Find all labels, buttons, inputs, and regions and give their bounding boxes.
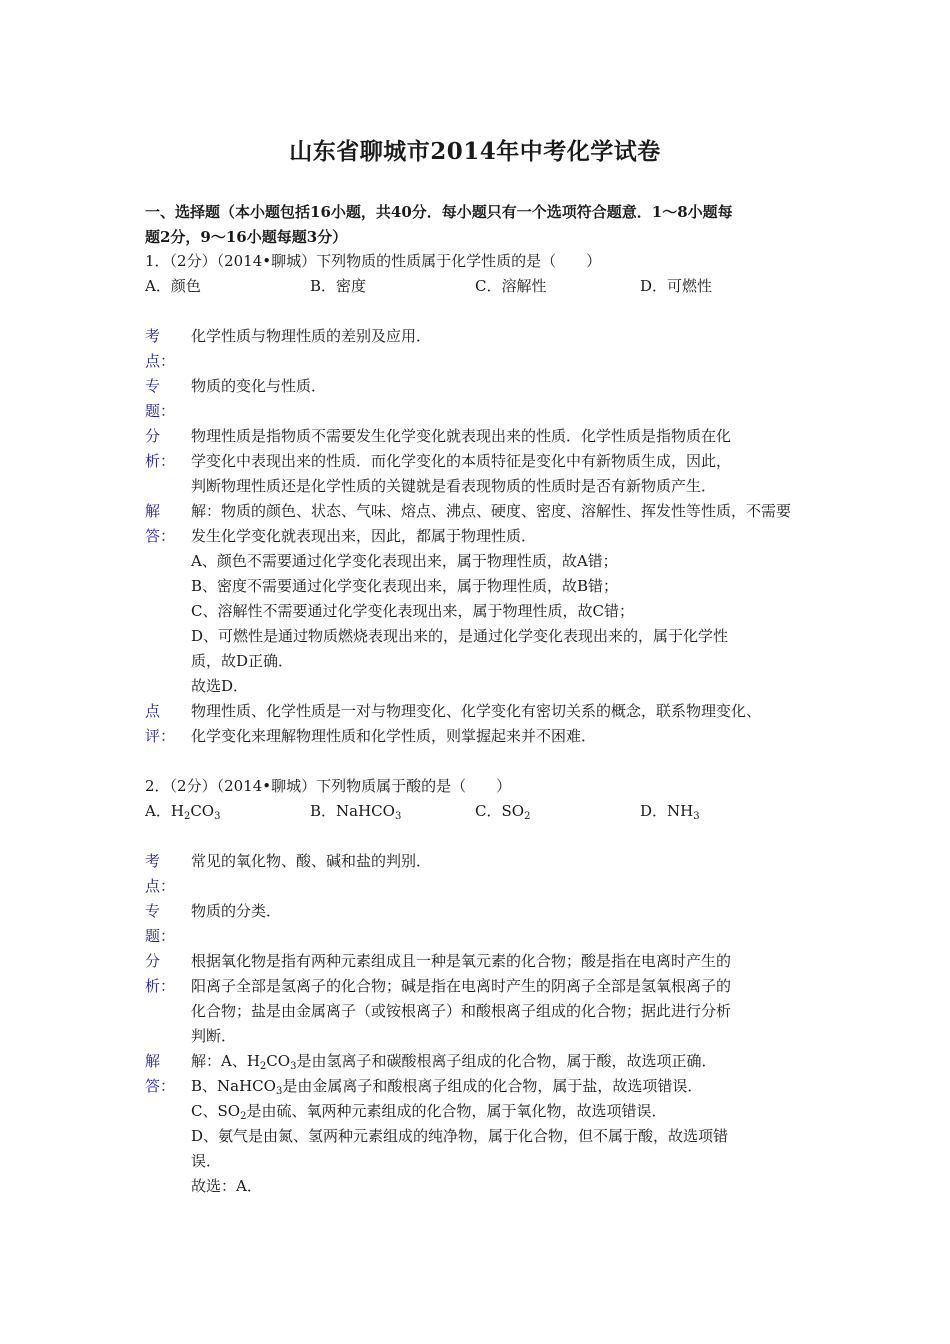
page-title: 山东省聊城市2014年中考化学试卷	[289, 138, 661, 165]
option-d: D．可燃性	[640, 277, 713, 295]
question-1-options	[145, 274, 815, 299]
dianping-text: 物理性质、化学性质是一对与物理变化、化学变化有密切关系的概念，联系物理变化、 化学变化来理解物理性质和化学性质，则掌握起来并不困难．	[191, 702, 762, 745]
fenxi-label: 分 析：	[145, 952, 176, 995]
question-2-stem: 2．（2分）（2014•聊城）下列物质属于酸的是（ ）	[145, 777, 512, 795]
section-heading-line: 题2分，9～16小题每题3分）	[145, 228, 348, 246]
kaodian-text: 常见的氧化物、酸、碱和盐的判别．	[191, 852, 432, 870]
fenxi-text: 根据氧化物是指有两种元素组成且一种是氧元素的化合物；酸是指在电离时产生的 阳离子全部是氢离子的化合物；碱是指在电离时产生的阴离子全部是氢氧根离子的 化合物；盐是由金属离子（或铵根离子）和酸根离子组成的化合物；据此进行分析 判断．	[191, 952, 732, 1045]
zhuanti-label: 专 题：	[145, 377, 176, 420]
question-1-stem: 1．（2分）（2014•聊城）下列物质的性质属于化学性质的是（ ）	[145, 252, 602, 270]
zhuanti-text: 物质的分类．	[191, 902, 282, 920]
section-heading	[145, 200, 815, 250]
fenxi-label: 分 析：	[145, 427, 176, 470]
option-a: A．$H_2CO_3$	[145, 802, 221, 822]
kaodian-label: 考 点：	[145, 327, 176, 370]
option-a: A．颜色	[145, 277, 201, 295]
jieda-label: 解 答：	[145, 502, 176, 545]
kaodian-label: 考 点：	[145, 852, 176, 895]
zhuanti-text: 物质的变化与性质．	[191, 377, 327, 395]
question-2-options	[145, 799, 815, 824]
option-b: B．密度	[310, 277, 367, 295]
fenxi-text: 物理性质是指物质不需要发生化学变化就表现出来的性质．化学性质是指物质在化 学变化中表现出来的性质．而化学变化的本质特征是变化中有新物质生成，因此， 判断物理性质还是化学性质的关键就是看表现物质的性质时是否有新物质产生．	[191, 427, 732, 495]
zhuanti-label: 专 题：	[145, 902, 176, 945]
kaodian-text: 化学性质与物理性质的差别及应用．	[191, 327, 432, 345]
jieda-label: 解 答：	[145, 1052, 176, 1095]
jieda-text: 解：A、$H_2CO_3$是由氢离子和碳酸根离子组成的化合物，属于酸，故选项正确． B、NaHCO$_3$是由金属离子和酸根离子组成的化合物，属于盐，故选项错误． C、$SO_2$是由硫、氧两种元素组成的化合物，属于氧化物，故选项错误． D、氨气是由氮、氢两种元素组成的纯净物，属于化合物，但不属于酸，故选项错 误． 故选：A．	[191, 1052, 729, 1195]
option-b: B．NaHCO$_3$	[310, 802, 402, 822]
jieda-text: 解：物质的颜色、状态、气味、熔点、沸点、硬度、密度、溶解性、挥发性等性质，不需要 发生化学变化就表现出来，因此，都属于物理性质． A、颜色不需要通过化学变化表现出来，属于物理性质，故A错； B、密度不需要通过化学变化表现出来，属于物理性质，故B错； C、溶解性不需要通过化学变化表现出来，属于物理性质，故C错； D、可燃性是通过物质燃烧表现出来的，是通过化学变化表现出来的，属于化学性 质，故D正确． 故选D．	[191, 502, 792, 695]
option-c: C．$SO_2$	[475, 802, 531, 822]
option-d: D．$NH_3$	[640, 802, 700, 822]
option-c: C．溶解性	[475, 277, 547, 295]
dianping-label: 点 评：	[145, 702, 176, 745]
section-heading-line: 一、选择题（本小题包括16小题，共40分．每小题只有一个选项符合题意．1～8小题每	[145, 203, 733, 221]
